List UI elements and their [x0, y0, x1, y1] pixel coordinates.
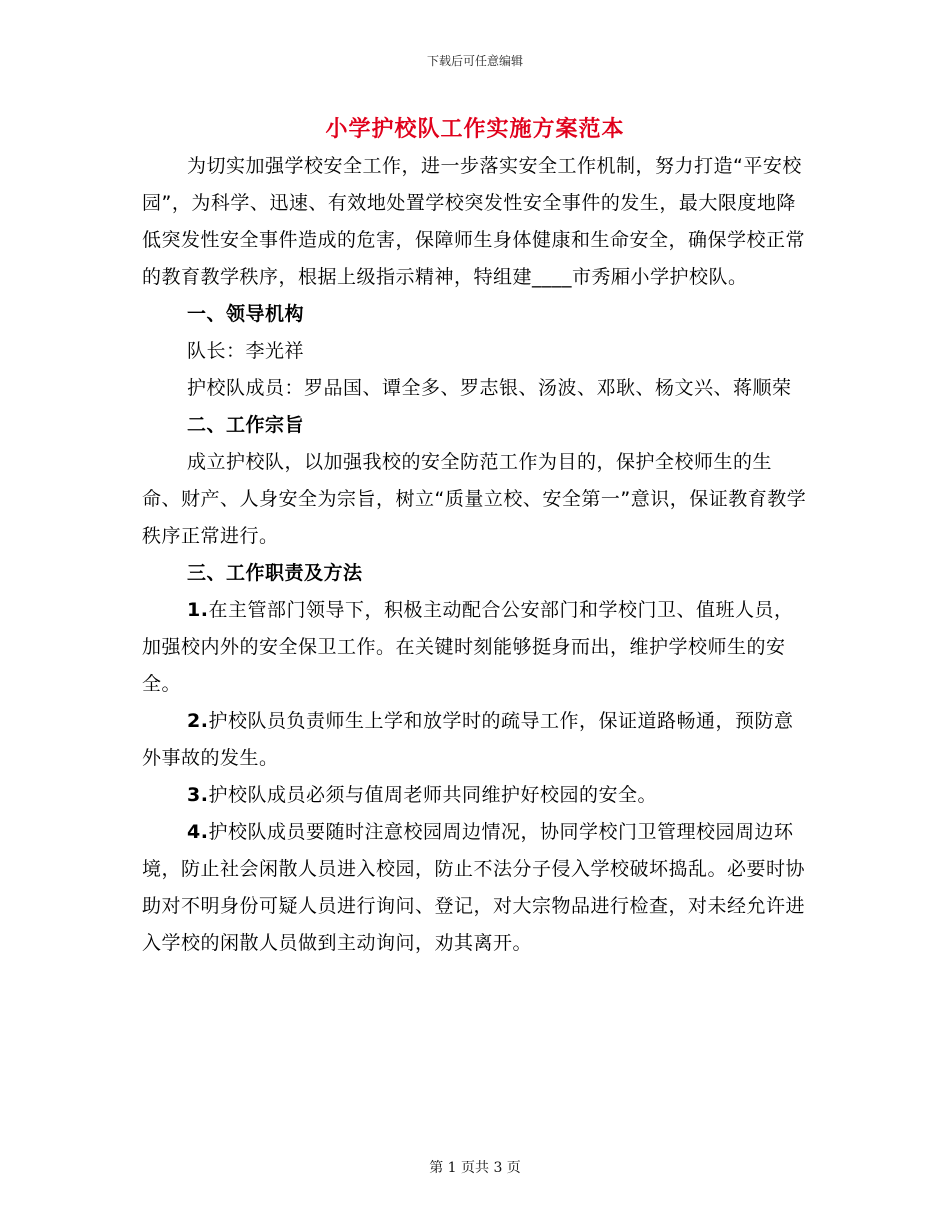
section-heading-duties: 三、工作职责及方法	[187, 562, 363, 584]
duty-item-text: 在主管部门领导下，积极主动配合公安部门和学校门卫、值班人员，加强校内外的安全保卫工作。在关键时刻能够挺身而出，维护学校师生的安全。	[142, 599, 794, 695]
duty-item-number: 1.	[187, 599, 209, 621]
duty-item-2	[142, 703, 808, 777]
intro-paragraph: 为切实加强学校安全工作，进一步落实安全工作机制，努力打造“平安校园”，为科学、迅速、有效地处置学校突发性安全事件的发生，最大限度地降低突发性安全事件造成的危害，保障师生身体健康和生命安全，确保学校正常的教育教学秩序，根据上级指示精神，特组建____市秀厢小学护校队。	[142, 155, 806, 288]
document-body	[142, 148, 808, 962]
duty-item-3	[142, 777, 808, 814]
members-line: 护校队成员：罗品国、谭全多、罗志银、汤波、邓耿、杨文兴、蒋顺荣	[187, 377, 792, 399]
duty-item-text: 护校队员负责师生上学和放学时的疏导工作，保证道路畅通，预防意外事故的发生。	[142, 710, 794, 769]
document-title: 小学护校队工作实施方案范本	[325, 117, 625, 142]
duty-item-number: 4.	[187, 821, 209, 843]
section-heading-leadership: 一、领导机构	[187, 303, 305, 325]
section-heading-purpose: 二、工作宗旨	[187, 414, 305, 436]
header-note: 下载后可任意编辑	[426, 54, 523, 68]
duty-item-text: 护校队成员要随时注意校园周边情况，协同学校门卫管理校园周边环境，防止社会闲散人员进入校园，防止不法分子侵入学校破坏捣乱。必要时协助对不明身份可疑人员进行询问、登记，对大宗物品进行检查，对未经允许进入学校的闲散人员做到主动询问，劝其离开。	[142, 821, 806, 954]
duty-item-number: 2.	[187, 710, 209, 732]
duty-item-1	[142, 592, 808, 703]
duty-item-text: 护校队成员必须与值周老师共同维护好校园的安全。	[208, 784, 657, 806]
duty-item-4	[142, 814, 808, 962]
page-footer: 第 1 页共 3 页	[429, 1160, 521, 1176]
purpose-paragraph: 成立护校队，以加强我校的安全防范工作为目的，保护全校师生的生命、财产、人身安全为宗旨，树立“质量立校、安全第一”意识，保证教育教学秩序正常进行。	[142, 451, 807, 547]
leader-line: 队长：李光祥	[187, 340, 305, 362]
duty-item-number: 3.	[187, 784, 209, 806]
